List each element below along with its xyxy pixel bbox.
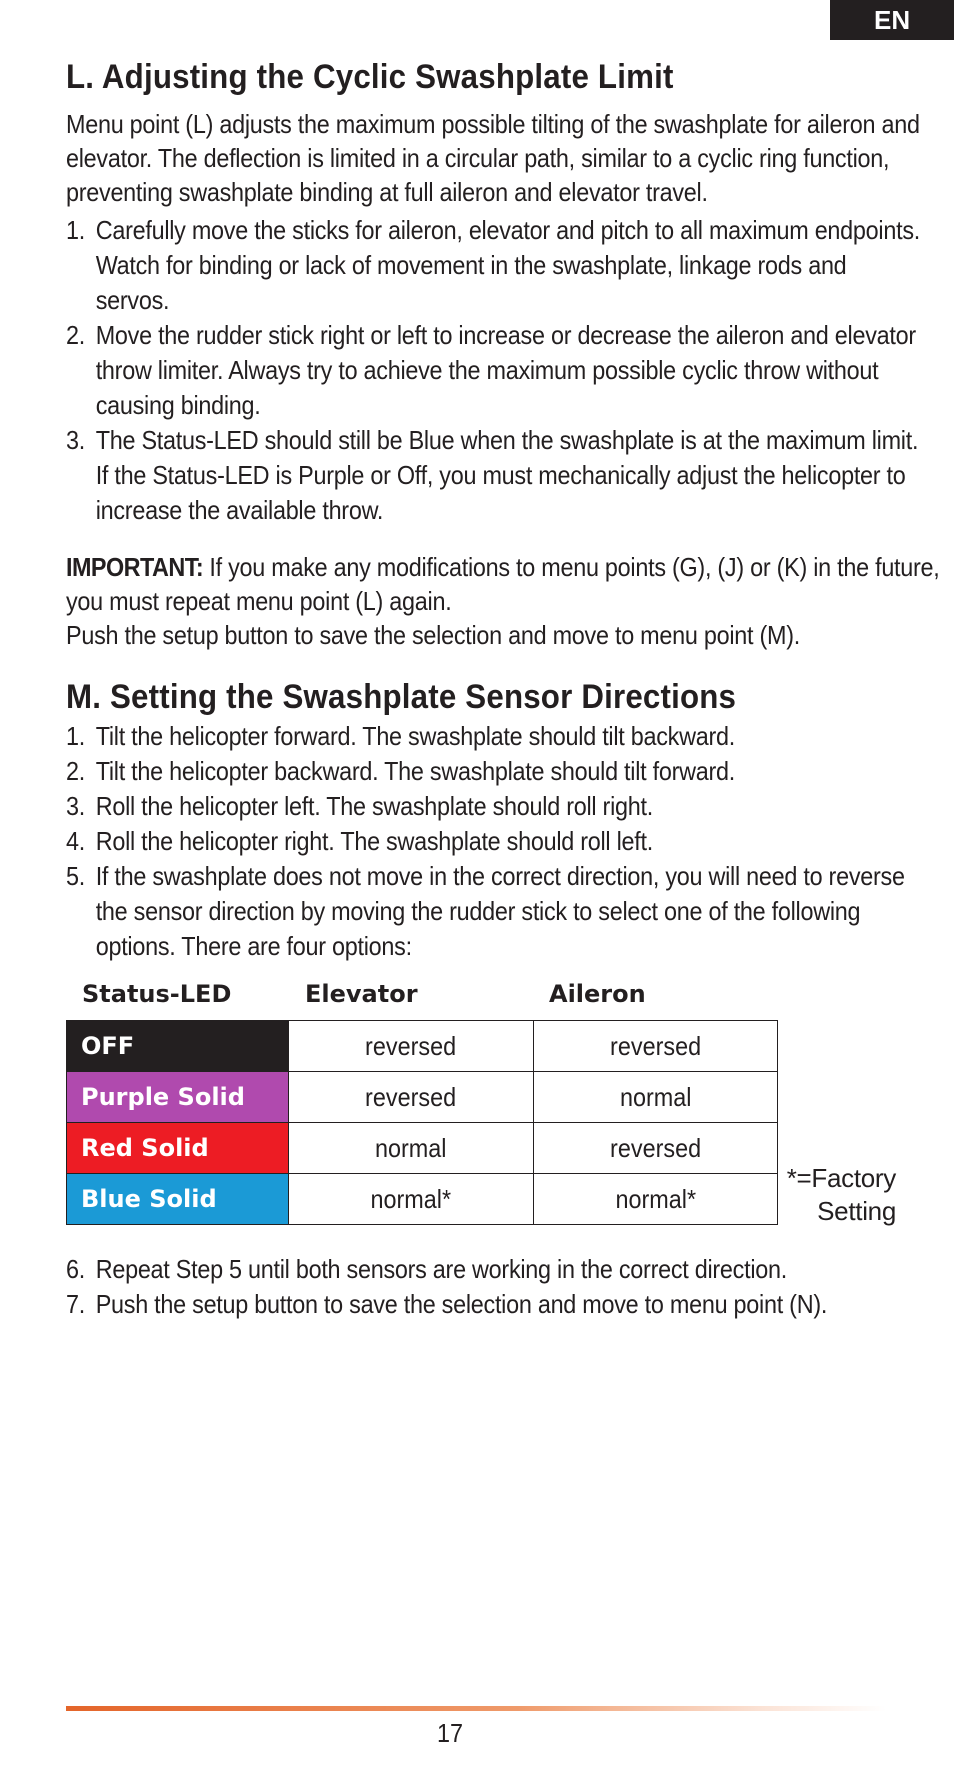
page-number: 17 [436,1718,464,1748]
list-item [66,719,924,754]
section-l-intro: Menu point (L) adjusts the maximum possible tilting of the swashplate for aileron and elevator. The deflection is limited in a circular path, similar to a cyclic ring function, preventing swashplate binding at full aileron and elevator travel. [66,109,920,207]
list-item [66,1287,924,1322]
step-number: 6. [66,1254,85,1284]
section-l-title: L. Adjusting the Cyclic Swashplate Limit [66,58,674,96]
step-number: 1. [66,721,85,751]
table-row [67,1072,778,1123]
step-text: If the swashplate does not move in the correct direction, you will need to reverse the sensor direction by moving the rudder stick to select one of the following options. There are four options: [95,861,905,961]
step-text: Repeat Step 5 until both sensors are working in the correct direction. [95,1254,787,1284]
step-text: Push the setup button to save the selection and move to menu point (N). [95,1289,828,1319]
options-table [66,1020,778,1225]
step-number: 1. [66,215,85,245]
step-text: Tilt the helicopter forward. The swashplate should tilt backward. [95,721,735,751]
step-number: 3. [66,791,85,821]
header-status-led: Status-LED [82,980,232,1008]
note-line-1: *=Factory [786,1163,896,1193]
led-off: OFF [67,1021,289,1072]
led-red-solid: Red Solid [67,1123,289,1174]
header-aileron: Aileron [549,980,646,1008]
step-number: 2. [66,756,85,786]
step-number: 2. [66,320,85,350]
table-row [67,1021,778,1072]
step-text: Roll the helicopter left. The swashplate should roll right. [95,791,653,821]
language-tab: EN [830,0,954,40]
header-elevator: Elevator [305,980,418,1008]
step-text: Tilt the helicopter backward. The swashplate should tilt forward. [95,756,735,786]
factory-setting-note [784,1162,896,1228]
list-item [66,789,924,824]
step-number: 3. [66,425,85,455]
note-line-2: Setting [817,1196,896,1226]
important-note [66,550,948,618]
elevator-value: reversed [289,1021,533,1072]
elevator-value: reversed [289,1072,533,1123]
important-label: IMPORTANT: [66,552,204,582]
section-m-steps [66,719,905,964]
step-text: The Status-LED should still be Blue when the swashplate is at the maximum limit. If the Status-LED is Purple or Off, you must mechanically adjust the helicopter to increase the available throw. [95,425,919,525]
step-number: 7. [66,1289,85,1319]
step-number: 4. [66,826,85,856]
section-l-steps [66,213,920,528]
led-purple-solid: Purple Solid [67,1072,289,1123]
section-m-steps-after [66,1252,896,1322]
footer-divider [66,1706,886,1711]
elevator-value: normal* [289,1174,533,1225]
list-item [66,754,924,789]
aileron-value: reversed [533,1021,777,1072]
step-text: Roll the helicopter right. The swashplate should roll left. [95,826,653,856]
elevator-value: normal [289,1123,533,1174]
save-instruction: Push the setup button to save the selection and move to menu point (M). [66,620,800,650]
list-item [66,318,924,423]
led-blue-solid: Blue Solid [67,1174,289,1225]
important-text: If you make any modifications to menu points (G), (J) or (K) in the future, you must repeat menu point (L) again. [66,552,940,616]
table-row [67,1174,778,1225]
sensor-direction-table [66,980,896,1230]
list-item [66,824,924,859]
list-item [66,423,924,528]
list-item [66,1252,924,1287]
aileron-value: normal* [533,1174,777,1225]
list-item [66,859,924,964]
step-number: 5. [66,861,85,891]
step-text: Move the rudder stick right or left to increase or decrease the aileron and elevator throw limiter. Always try to achieve the maximum possible cyclic throw without causing binding. [95,320,916,420]
page-content [66,52,940,1322]
section-m-title: M. Setting the Swashplate Sensor Directions [66,678,737,716]
aileron-value: reversed [533,1123,777,1174]
table-row [67,1123,778,1174]
step-text: Carefully move the sticks for aileron, elevator and pitch to all maximum endpoints. Watch for binding or lack of movement in the swashplate, linkage rods and servos. [95,215,920,315]
list-item [66,213,924,318]
aileron-value: normal [533,1072,777,1123]
